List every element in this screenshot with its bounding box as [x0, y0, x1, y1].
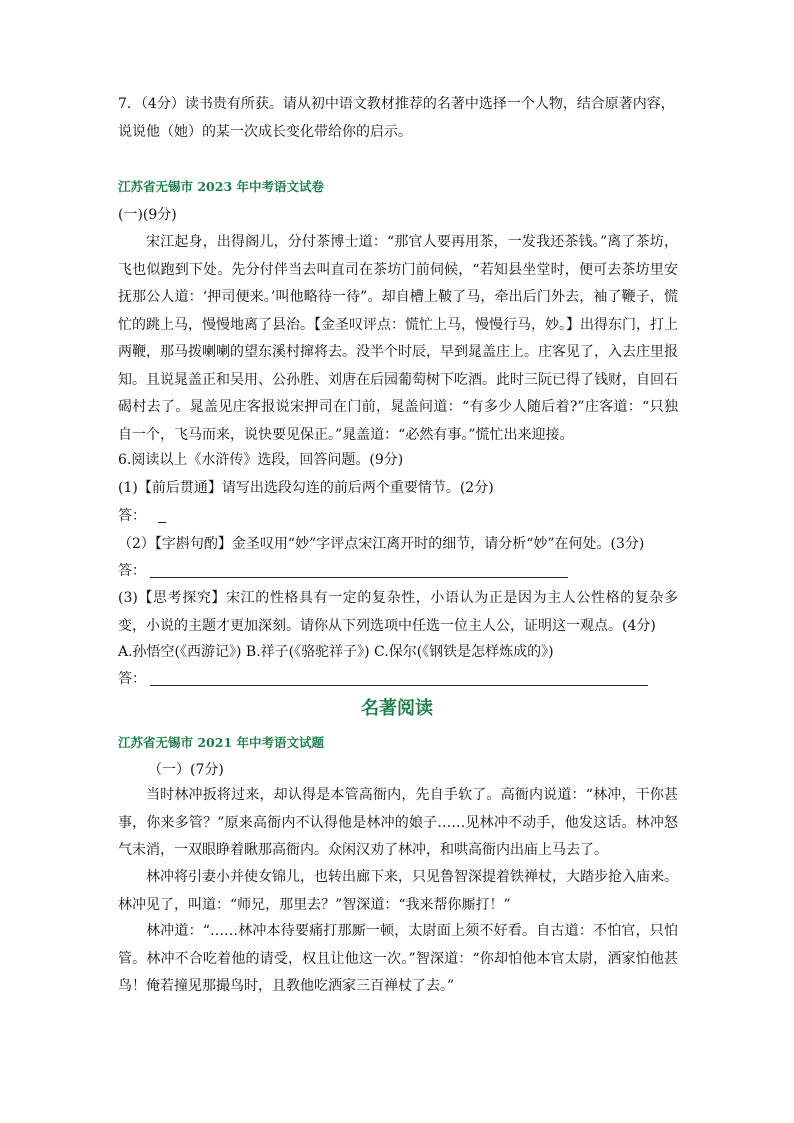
- question-6-3-options: A.孙悟空(《西游记》) B.祥子(《骆驼祥子》) C.保尔(《钢铁是怎样炼成的》): [118, 644, 554, 660]
- shuihu-passage: 宋江起身，出得阁儿，分付茶博士道：“那官人要再用茶，一发我还茶钱。”离了茶坊，飞也似跑到下处。先分付伴当去叫直司在茶坊门前伺候，“若知县坐堂时，便可去茶坊里安抚那公人道：‘押司便来。’叫他略待一待”。却自槽上鞁了马，牵出后门外去，袖了鞭子，慌忙的跳上马，慢慢地离了县治。【金圣叹评点：慌忙上马，慢慢行马，妙。】出得东门，打上两鞭，那马拨喇喇的望东溪村撺将去。没半个时辰，早到晁盖庄上。庄客见了，入去庄里报知。且说晁盖正和吴用、公孙胜、刘唐在后园葡萄树下吃酒。此时三阮已得了钱财，自回石碣村去了。晁盖见庄客报说宋押司在门前，晁盖问道：“有多少人随后着?”庄客道：“只独自一个，飞马而来，说快要见保正。”晁盖道：“必然有事。”慌忙出来迎接。: [118, 234, 678, 443]
- answer-label: 答：: [118, 508, 146, 524]
- answer-blank-2[interactable]: [150, 563, 568, 578]
- part-label-2: （一）(7分): [148, 762, 224, 778]
- answer-label: 答：: [118, 563, 146, 579]
- question-7-line-2: 说说他（她）的某一次成长变化带给你的启示。: [118, 124, 412, 140]
- question-6-1: (1)【前后贯通】请写出选段勾连的前后两个重要情节。(2分): [118, 480, 494, 496]
- question-6-stem: 6.阅读以上《水浒传》选段，回答问题。(9分): [118, 452, 404, 468]
- answer-row-1: [118, 506, 166, 526]
- lin-chong-paragraph-1: 当时林冲扳将过来，却认得是本管高衙内，先自手软了。高衙内说道：“林冲，干你甚事，你来多管？”原来高衙内不认得他是林冲的娘子……见林冲不动手，他发这话。林冲怒气未消，一双眼睁着瞅那高衙内。众闲汉劝了林冲，和哄高衙内出庙上马去了。: [118, 787, 678, 858]
- answer-blank-3[interactable]: [150, 671, 648, 686]
- section-source-2021: 江苏省无锡市 2021 年中考语文试题: [118, 735, 324, 750]
- lin-chong-paragraph-2: 林冲将引妻小并使女锦儿，也转出廊下来，只见鲁智深提着铁禅杖，大踏步抢入庙来。林冲见了，叫道：“师兄，那里去？”智深道：“我来帮你厮打！”: [118, 869, 678, 913]
- answer-row-3: [118, 669, 648, 689]
- question-6-3: (3)【思考探究】宋江的性格具有一定的复杂性，小语认为正是因为主人公性格的复杂多变，小说的主题才更加深刻。请你从下列选项中任选一位主人公，证明这一观点。(4分): [118, 590, 678, 634]
- section-source-2023: 江苏省无锡市 2023 年中考语文试卷: [118, 179, 324, 194]
- answer-blank-1[interactable]: [158, 508, 166, 523]
- section-heading: 名著阅读: [361, 698, 433, 719]
- lin-chong-paragraph-3: 林冲道：“……林冲本待要痛打那厮一顿，太尉面上须不好看。自古道：不怕官，只怕管。林冲不合吃着他的请受，权且让他这一次。”智深道：“你却怕他本官太尉，洒家怕他甚鸟！俺若撞见那撮鸟时，且教他吃洒家三百禅杖了去。”: [118, 923, 678, 994]
- answer-label: 答：: [118, 671, 146, 687]
- question-6-2: （2）【字斟句酌】金圣叹用“妙”字评点宋江离开时的细节，请分析“妙”在何处。(3分): [118, 536, 645, 552]
- part-label-1: (一)(9分): [118, 207, 177, 223]
- question-7-line-1: 7．（4分）读书贵有所获。请从初中语文教材推荐的名著中选择一个人物，结合原著内容，: [118, 96, 675, 112]
- answer-row-2: [118, 561, 568, 581]
